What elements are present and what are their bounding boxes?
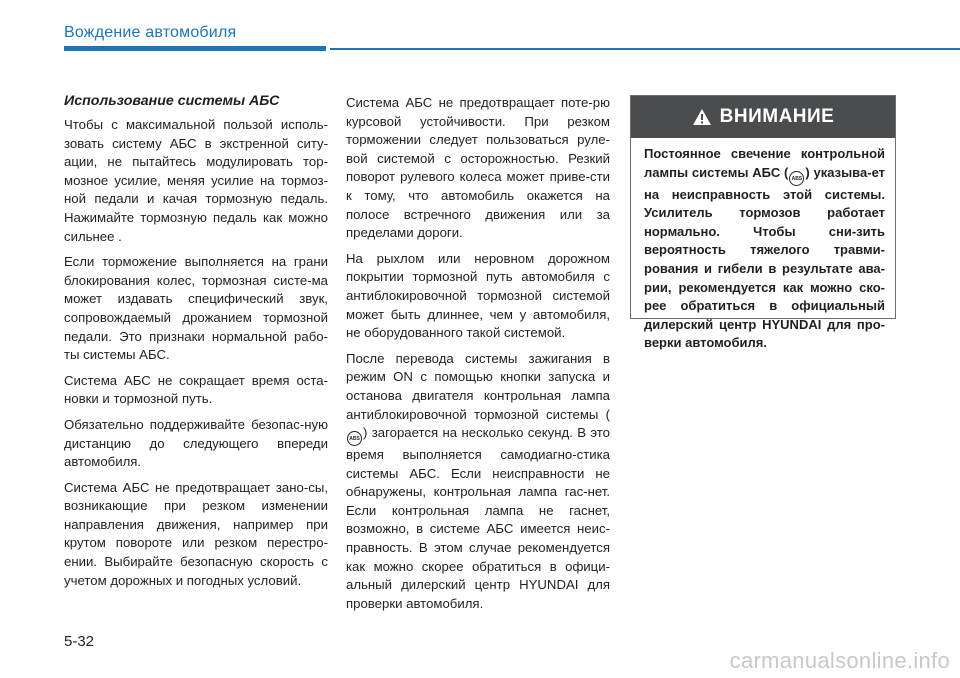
column-middle [346,94,610,620]
header-rule-thick [64,46,326,51]
paragraph: На рыхлом или неровном дорожном покрытии тормозной путь автомобиля с антиблокировочной тормозной системой может быть длиннее, чем у автомобиля, не оборудованного такой системой. [346,250,610,341]
warning-text [631,138,895,353]
column-left [64,92,328,597]
paragraph: Система АБС не предотвращает зано-сы, возникающие при резком изменении направления движения, например при крутом повороте или резком перестро-ении. Выбирайте безопасную скорость с учетом дорожных и погодных условий. [64,479,328,588]
paragraph: Обязательно поддерживайте безопас-ную дистанцию до следующего впереди автомобиля. [64,416,328,470]
warning-header [631,96,895,138]
warning-text-part: ) указыва-ет на неисправность этой системы. Усилитель тормозов работает нормально. Чтобы сни-зить вероятность тяжелого травми-рования и гибели в результате ава-рии, рекомендуется как можно ско-рее обратиться в официальный дилерский центр HYUNDAI для про-верки автомобиля. [644,164,885,351]
paragraph: Чтобы с максимальной пользой исполь-зовать систему АБС в экстренной ситу-ации, не пытайтесь модулировать тор-мозное усилие, меняя усилие на тормоз-ной педали и качая тормозную педаль. Нажимайте тормозную педаль как можно сильнее . [64,117,328,244]
paragraph-text: После перевода системы зажигания в режим ON с помощью кнопки запуска и останова двигателя контрольная лампа антиблокировочной тормозной системы ( [346,350,610,422]
section-title: Вождение автомобиля [64,24,237,41]
paragraph: Система АБС не сокращает время оста-новки и тормозной путь. [64,372,328,407]
paragraph: Если торможение выполняется на грани блокирования колес, тормозная систе-ма может издавать специфический звук, сопровождаемый дрожанием тормозной педали. Это признаки нормальной рабо-ты системы АБС. [64,254,328,363]
warning-box [630,95,896,351]
watermark: carmanualsonline.info [729,648,950,673]
paragraph: Система АБС не предотвращает поте-рю курсовой устойчивости. При резком торможении следует пользоваться руле-вой системой с осторожностью. Резкий поворот рулевого колеса может приве-сти к тому, что автомобиль окажется на полосе встречного движения или за пределами дороги. [346,95,610,241]
page-number: 5-32 [64,633,95,650]
abs-warning-icon: ABS [789,171,804,186]
paragraph [346,350,610,614]
warning-title: ВНИМАНИЕ [719,106,835,127]
subsection-title: Использование системы АБС [64,93,280,109]
abs-warning-icon: ABS [347,431,362,446]
warning-triangle-icon [692,108,712,126]
warning-text-part: Постоянное свечение контрольной лампы системы АБС ( [644,146,885,180]
paragraph-text: ) загорается на несколько секунд. В это время выполняется самодиагно-стика системы АБС. Если неисправности не обнаружены, контрольная лампа гас-нет. Если контрольная лампа не гаснет, возможно, в системе АБС имеется неис-правность. В этом случае рекомендуется как можно скорее обратиться в офици-альный дилерский центр HYUNDAI для проверки автомобиля. [346,425,610,611]
header-rule-thin [330,48,960,50]
